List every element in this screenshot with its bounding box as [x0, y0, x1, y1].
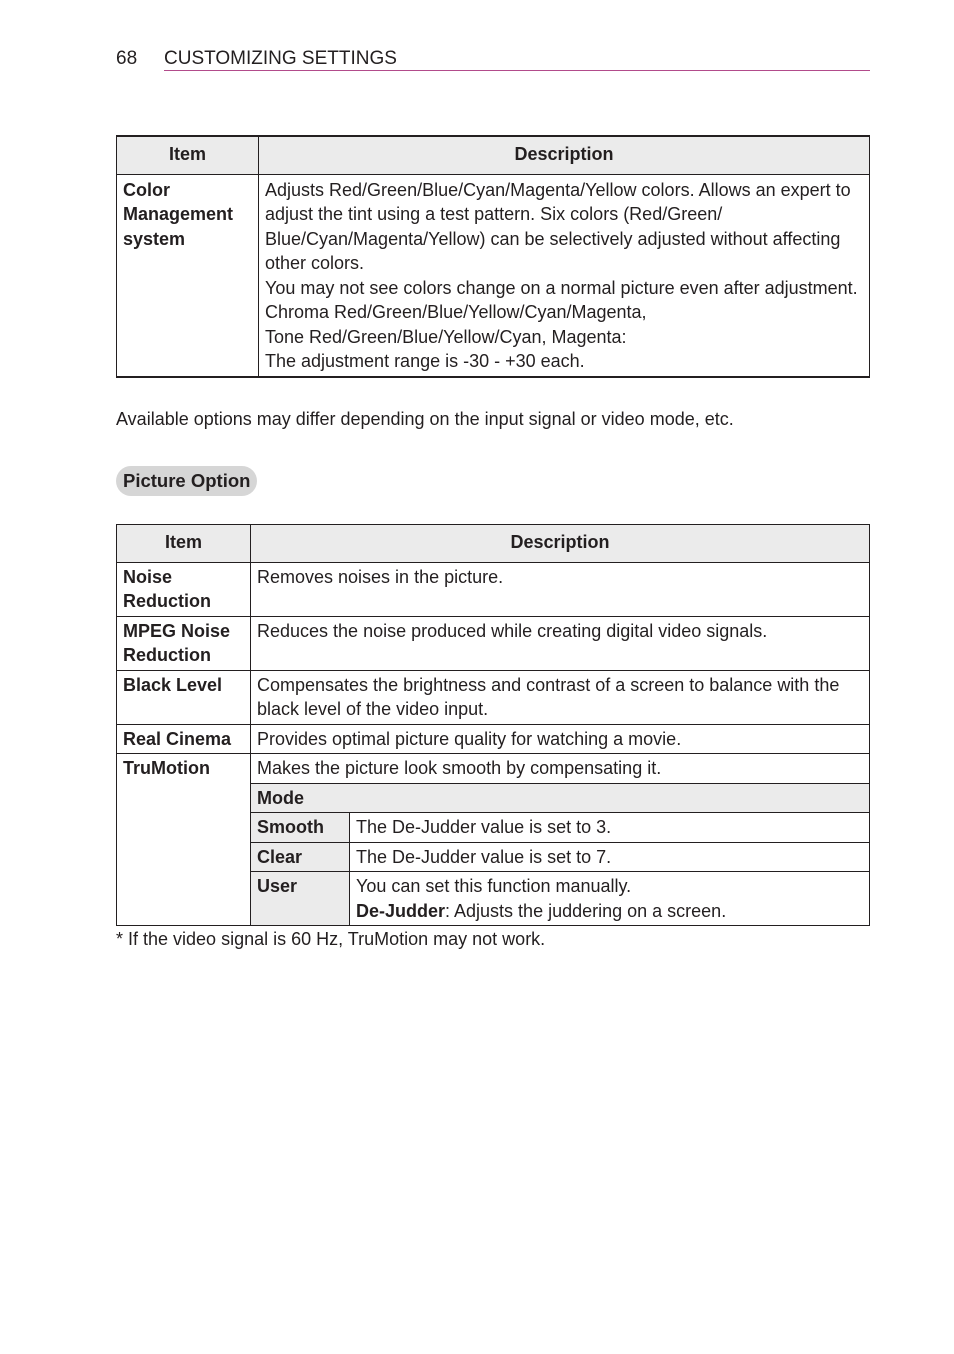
- description-line: Adjusts Red/Green/Blue/Cyan/Magenta/Yellow colors. Allows an expert to adjust the tint using a test pattern. Six colors (Red/Green/ Blue/Cyan/Magenta/Yellow) can be selectively adjusted without affecting other colors.: [265, 179, 851, 273]
- item-cell: TruMotion: [117, 754, 251, 926]
- column-header-item: Item: [117, 525, 251, 563]
- column-header-description: Description: [259, 136, 870, 174]
- term: De-Judder: [356, 900, 446, 921]
- column-header-item: Item: [117, 136, 259, 174]
- footnote: * If the video signal is 60 Hz, TruMotion may not work.: [116, 929, 546, 949]
- description-cell: Compensates the brightness and contrast of a screen to balance with the black level of the video input.: [251, 670, 870, 724]
- page-number: 68: [116, 48, 138, 69]
- section-title: CUSTOMIZING SETTINGS: [164, 48, 397, 69]
- table-header-row: [117, 136, 870, 174]
- table-row: [117, 670, 870, 724]
- description-cell: Reduces the noise produced while creating digital video signals.: [251, 616, 870, 670]
- table-row: [117, 562, 870, 616]
- description-cell: Makes the picture look smooth by compensating it.: [251, 754, 870, 784]
- mode-description-cell: [350, 872, 870, 926]
- item-cell: Color Management system: [117, 174, 259, 377]
- mode-description-cell: The De-Judder value is set to 3.: [350, 813, 870, 843]
- description-cell: Removes noises in the picture.: [251, 562, 870, 616]
- page-header: [116, 47, 870, 71]
- item-cell: Black Level: [117, 670, 251, 724]
- table-row: [117, 724, 870, 754]
- item-cell: Noise Reduction: [117, 562, 251, 616]
- color-management-table: [116, 135, 870, 378]
- mode-description-cell: The De-Judder value is set to 7.: [350, 842, 870, 872]
- mode-name-cell: User: [251, 872, 350, 926]
- mode-name-cell: Smooth: [251, 813, 350, 843]
- description-cell: [259, 174, 870, 377]
- section-heading: Picture Option: [116, 466, 257, 496]
- description-line: Chroma Red/Green/Blue/Yellow/Cyan/Magenta,: [265, 302, 647, 322]
- mode-header: Mode: [251, 783, 870, 813]
- availability-note: Available options may differ depending on the input signal or video mode, etc.: [116, 409, 734, 429]
- item-cell: MPEG Noise Reduction: [117, 616, 251, 670]
- table-row: [117, 616, 870, 670]
- description-cell: Provides optimal picture quality for watching a movie.: [251, 724, 870, 754]
- mode-extra-line: [356, 899, 863, 924]
- mode-description-line: You can set this function manually.: [356, 876, 632, 896]
- description-line: Tone Red/Green/Blue/Yellow/Cyan, Magenta:: [265, 326, 627, 347]
- mode-name-cell: Clear: [251, 842, 350, 872]
- term-description: : Adjusts the juddering on a screen.: [445, 900, 727, 921]
- column-header-description: Description: [251, 525, 870, 563]
- header-rule: [164, 70, 870, 71]
- table-row: [117, 174, 870, 377]
- item-cell: Real Cinema: [117, 724, 251, 754]
- table-row: [117, 754, 870, 784]
- table-header-row: [117, 525, 870, 563]
- description-line: You may not see colors change on a normal picture even after adjustment.: [265, 277, 858, 298]
- description-line: The adjustment range is -30 - +30 each.: [265, 351, 585, 371]
- picture-option-table: [116, 524, 870, 926]
